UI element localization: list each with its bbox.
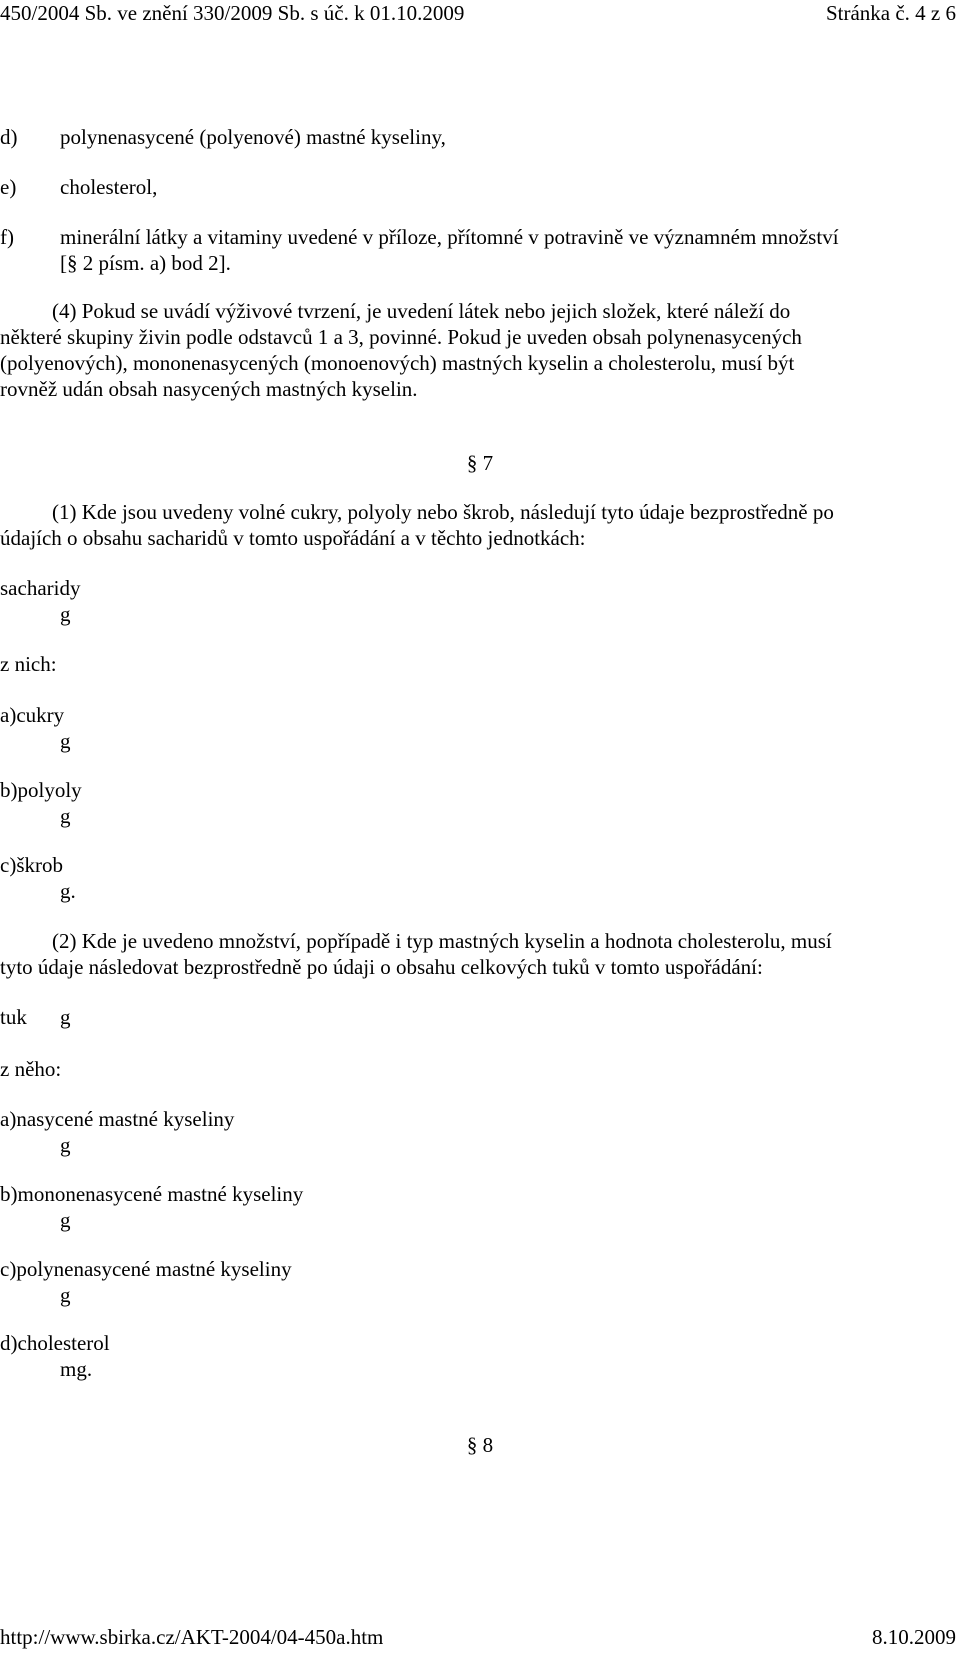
mononenasycene-label: b)mononenasycené mastné kyseliny xyxy=(0,1182,304,1206)
list-item-letter-f: f) xyxy=(0,225,14,249)
cholesterol-label: d)cholesterol xyxy=(0,1331,110,1355)
cukry-label: a)cukry xyxy=(0,703,65,727)
page-number: Stránka č. 4 z 6 xyxy=(825,1,956,25)
cukry-unit: g xyxy=(60,729,71,753)
section-7-heading: § 7 xyxy=(466,451,494,475)
s7-para2-line-1: (2) Kde je uvedeno množství, popřípadě i typ mastných kyselin a hodnota cholesterolu, musí xyxy=(52,929,832,953)
tuk-label: tuk xyxy=(0,1005,27,1029)
list-item-text-f-cont: [§ 2 písm. a) bod 2]. xyxy=(60,251,231,275)
z-nich-label: z nich: xyxy=(0,652,57,676)
tuk-unit: g xyxy=(60,1005,71,1029)
footer-url-link[interactable]: http://www.sbirka.cz/AKT-2004/04-450a.htm xyxy=(0,1625,384,1649)
s7-para1-line-1: (1) Kde jsou uvedeny volné cukry, polyoly nebo škrob, následují tyto údaje bezprostředně po xyxy=(52,500,834,524)
cholesterol-unit: mg. xyxy=(60,1357,93,1381)
list-item-text-d: polynenasycené (polyenové) mastné kyseliny, xyxy=(60,125,446,149)
sacharidy-label: sacharidy xyxy=(0,576,81,600)
skrob-label: c)škrob xyxy=(0,853,63,877)
sacharidy-unit: g xyxy=(60,602,71,626)
z-neho-label: z něho: xyxy=(0,1057,62,1081)
s7-para2-line-2: tyto údaje následovat bezprostředně po údaji o obsahu celkových tuků v tomto uspořádání: xyxy=(0,955,763,979)
para4-line-1: (4) Pokud se uvádí výživové tvrzení, je uvedení látek nebo jejich složek, které náleží do xyxy=(52,299,791,323)
para4-line-2: některé skupiny živin podle odstavců 1 a 3, povinné. Pokud je uveden obsah polynenasycených xyxy=(0,325,802,349)
polyoly-label: b)polyoly xyxy=(0,778,82,802)
list-item-letter-e: e) xyxy=(0,175,17,199)
polynenasycene-label: c)polynenasycené mastné kyseliny xyxy=(0,1257,292,1281)
nasycene-unit: g xyxy=(60,1133,71,1157)
list-item-text-e: cholesterol, xyxy=(60,175,158,199)
nasycene-label: a)nasycené mastné kyseliny xyxy=(0,1107,235,1131)
s7-para1-line-2: údajích o obsahu sacharidů v tomto uspořádání a v těchto jednotkách: xyxy=(0,526,586,550)
footer-date: 8.10.2009 xyxy=(872,1625,956,1649)
skrob-unit: g. xyxy=(60,879,76,903)
polyoly-unit: g xyxy=(60,804,71,828)
para4-line-4: rovněž udán obsah nasycených mastných kyselin. xyxy=(0,377,418,401)
page-header-title: 450/2004 Sb. ve znění 330/2009 Sb. s úč. k 01.10.2009 xyxy=(0,1,465,25)
para4-line-3: (polyenových), mononenasycených (monoenových) mastných kyselin a cholesterolu, musí být xyxy=(0,351,795,375)
mononenasycene-unit: g xyxy=(60,1208,71,1232)
section-8-heading: § 8 xyxy=(466,1433,494,1457)
list-item-text-f: minerální látky a vitaminy uvedené v příloze, přítomné v potravině ve významném množství xyxy=(60,225,839,249)
list-item-letter-d: d) xyxy=(0,125,18,149)
polynenasycene-unit: g xyxy=(60,1283,71,1307)
